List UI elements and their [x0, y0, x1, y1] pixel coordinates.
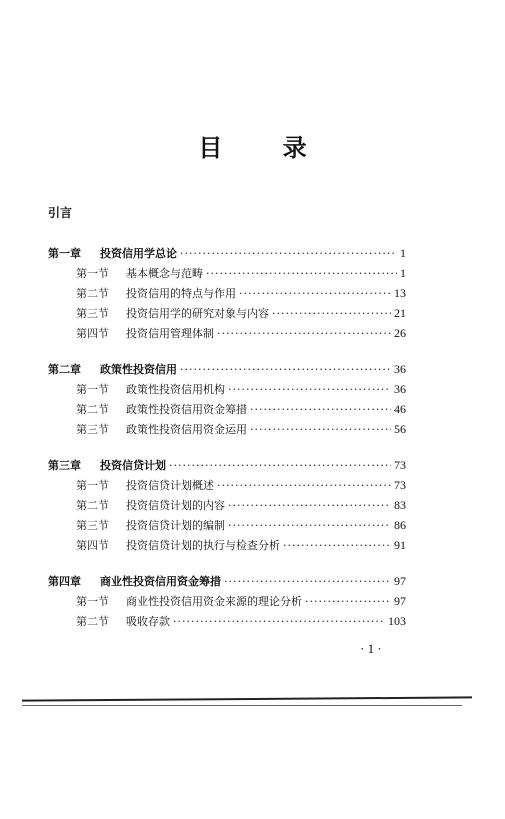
dot-leader: [228, 383, 391, 396]
table-of-contents: [48, 245, 406, 649]
toc-section-entry[interactable]: [48, 325, 406, 345]
page-number: 73: [394, 458, 406, 472]
dot-leader: [169, 459, 391, 472]
page-title: 目 录: [198, 134, 333, 162]
page-number: 46: [394, 402, 406, 416]
toc-section-entry[interactable]: [48, 537, 406, 557]
dot-leader: [283, 539, 391, 552]
dot-leader: [217, 327, 391, 340]
toc-chapter: [48, 573, 406, 633]
page-number: 1: [400, 266, 406, 280]
section-number: 第一节: [76, 479, 109, 492]
section-title: 投资信用管理体制: [126, 327, 214, 340]
toc-chapter: [48, 361, 406, 441]
section-number: 第二节: [76, 403, 109, 416]
page-number: 103: [388, 614, 406, 628]
dot-leader: [305, 595, 391, 608]
dot-leader: [173, 615, 385, 628]
section-title: 商业性投资信用资金来源的理论分析: [126, 595, 302, 608]
dot-leader: [180, 363, 391, 376]
chapter-title: 投资信用学总论: [100, 247, 177, 260]
toc-section-entry[interactable]: [48, 477, 406, 497]
toc-section-entry[interactable]: [48, 401, 406, 421]
page-number: 91: [394, 538, 406, 552]
section-title: 吸收存款: [126, 615, 170, 628]
section-title: 政策性投资信用资金运用: [126, 423, 247, 436]
section-title: 投资信用的特点与作用: [126, 287, 236, 300]
toc-section-entry[interactable]: [48, 421, 406, 441]
section-number: 第一节: [76, 595, 109, 608]
page-number: 86: [394, 518, 406, 532]
toc-section-entry[interactable]: [48, 497, 406, 517]
section-number: 第三节: [76, 519, 109, 532]
folio-page-number: · 1 ·: [360, 641, 382, 656]
toc-chapter-entry[interactable]: [48, 361, 406, 381]
toc-section-entry[interactable]: [48, 613, 406, 633]
section-number: 第三节: [76, 307, 109, 320]
chapter-number: 第二章: [48, 363, 81, 376]
page-number: 13: [394, 286, 406, 300]
dot-leader: [228, 519, 391, 532]
toc-section-entry[interactable]: [48, 517, 406, 537]
chapter-title: 商业性投资信用资金筹措: [100, 575, 221, 588]
section-number: 第一节: [76, 383, 109, 396]
section-title: 基本概念与范畴: [126, 267, 203, 280]
toc-section-entry[interactable]: [48, 305, 406, 325]
toc-section-entry[interactable]: [48, 285, 406, 305]
dot-leader: [206, 267, 397, 280]
page-number: 36: [394, 362, 406, 376]
dot-leader: [228, 499, 391, 512]
bottom-rule-secondary: [22, 705, 462, 706]
section-title: 投资信贷计划的编制: [126, 519, 225, 532]
section-number: 第二节: [76, 287, 109, 300]
chapter-title: 政策性投资信用: [100, 363, 177, 376]
page-number: 73: [394, 478, 406, 492]
bottom-rule: [22, 696, 472, 701]
section-title: 投资信贷计划概述: [126, 479, 214, 492]
chapter-number: 第三章: [48, 459, 81, 472]
section-number: 第四节: [76, 327, 109, 340]
dot-leader: [239, 287, 391, 300]
section-number: 第一节: [76, 267, 109, 280]
toc-section-entry[interactable]: [48, 593, 406, 613]
section-number: 第四节: [76, 539, 109, 552]
toc-chapter: [48, 245, 406, 345]
section-number: 第三节: [76, 423, 109, 436]
section-title: 政策性投资信用资金筹措: [126, 403, 247, 416]
page-number: 26: [394, 326, 406, 340]
page-number: 56: [394, 422, 406, 436]
page-number: 83: [394, 498, 406, 512]
toc-section-entry[interactable]: [48, 381, 406, 401]
chapter-number: 第一章: [48, 247, 81, 260]
section-title: 投资信用学的研究对象与内容: [126, 307, 269, 320]
chapter-title: 投资信贷计划: [100, 459, 166, 472]
dot-leader: [250, 423, 391, 436]
section-number: 第二节: [76, 615, 109, 628]
intro-heading: 引言: [48, 206, 73, 220]
dot-leader: [272, 307, 391, 320]
section-title: 投资信贷计划的内容: [126, 499, 225, 512]
page-number: 97: [394, 594, 406, 608]
page-number: 36: [394, 382, 406, 396]
section-title: 政策性投资信用机构: [126, 383, 225, 396]
dot-leader: [217, 479, 391, 492]
section-title: 投资信贷计划的执行与检查分析: [126, 539, 280, 552]
page-number: 97: [394, 574, 406, 588]
toc-chapter: [48, 457, 406, 557]
page-number: 21: [394, 306, 406, 320]
section-number: 第二节: [76, 499, 109, 512]
toc-section-entry[interactable]: [48, 265, 406, 285]
page-number: 1: [400, 246, 406, 260]
toc-chapter-entry[interactable]: [48, 457, 406, 477]
dot-leader: [224, 575, 391, 588]
toc-chapter-entry[interactable]: [48, 245, 406, 265]
toc-chapter-entry[interactable]: [48, 573, 406, 593]
dot-leader: [180, 247, 397, 260]
dot-leader: [250, 403, 391, 416]
chapter-number: 第四章: [48, 575, 81, 588]
